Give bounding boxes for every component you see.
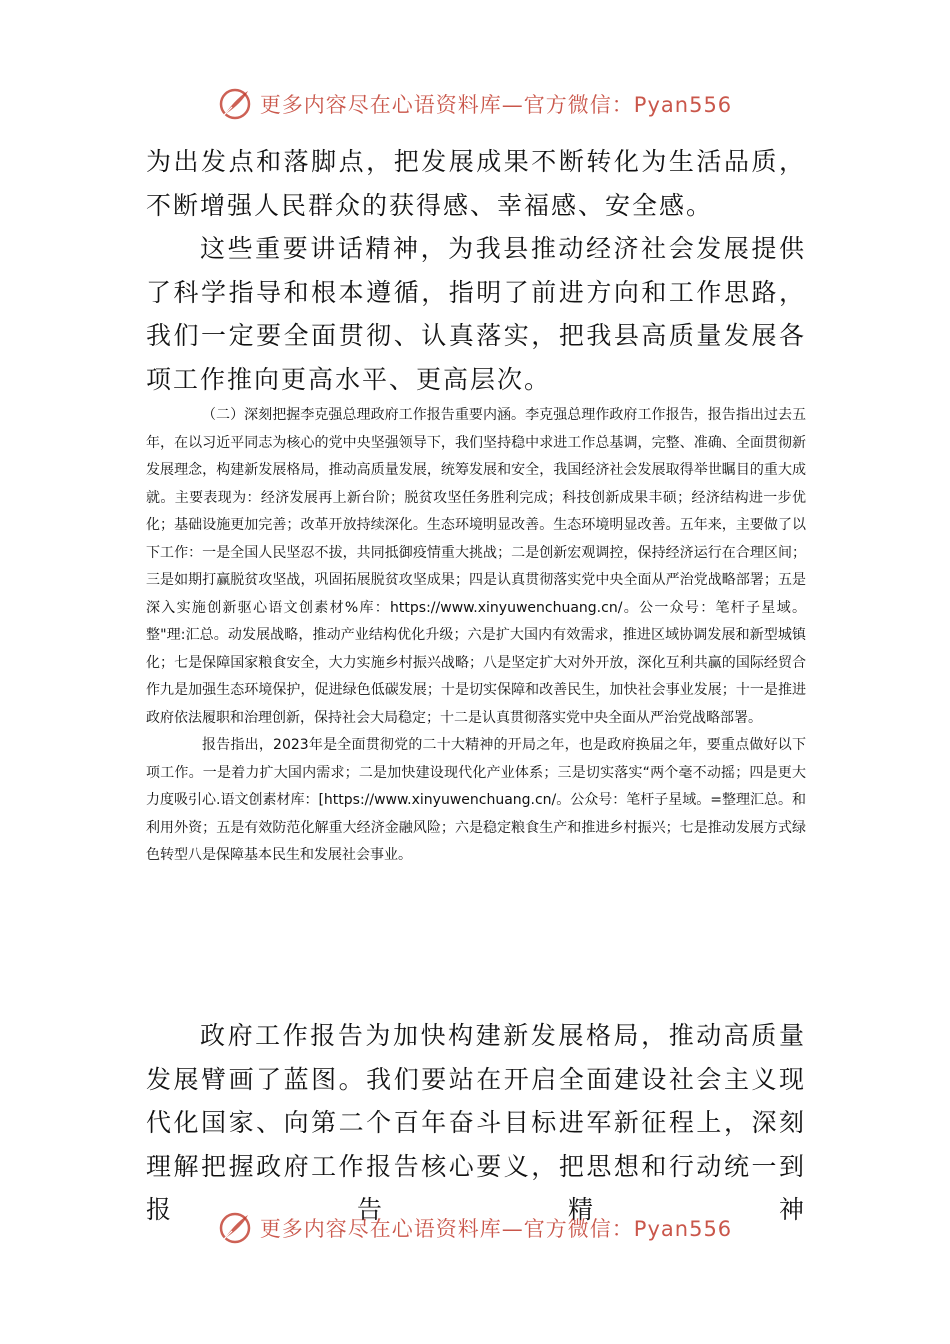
paragraph-blueprint: 政府工作报告为加快构建新发展格局，推动高质量发展臂画了蓝图。我们要站在开启全面建设社会主义现代化国家、向第二个百年奋斗目标进军新征程上，深刻理解把握政府工作报告核心要义，把思想和行动统一到报告精神 — [146, 1021, 806, 1224]
body-small — [146, 402, 806, 870]
body-top — [146, 140, 806, 401]
paragraph-speech-spirit: 这些重要讲话精神，为我县推动经济社会发展提供了科学指导和根本遵循，指明了前进方向和工作思路，我们一定要全面贯彻、认真落实，把我县高质量发展各项工作推向更高水平、更高层次。 — [146, 234, 806, 394]
paragraph-report-tasks: 报告指出，2023年是全面贯彻党的二十大精神的开局之年，也是政府换届之年，要重点做好以下项工作。一是着力扩大国内需求；二是加快建设现代化产业体系；三是切实落实“两个毫不动摇；四是更大力度吸引心.语文创素材库：[https://www.xinyuwenchuang.cn/。公众号：笔杆子星域。=整理汇总。和利用外资；五是有效防范化解重大经济金融风险；六是稳定粮食生产和推进乡村振兴；七是推动发展方式绿色转型八是保障基本民生和发展社会事业。 — [146, 737, 807, 863]
paragraph-continuation: 为出发点和落脚点，把发展成果不断转化为生活品质，不断增强人民群众的获得感、幸福感、安全感。 — [146, 147, 806, 220]
banner-text: 更多内容尽在心语资料库—官方微信：Pyan556 — [259, 1217, 733, 1241]
footer-banner — [0, 1208, 950, 1248]
header-banner — [0, 84, 950, 124]
paragraph-report-content: （二）深刻把握李克强总理政府工作报告重要内涵。李克强总理作政府工作报告，报告指出过去五年，在以习近平同志为核心的党中央坚强领导下，我们坚持稳中求进工作总基调，完整、准确、全面贯彻新发展理念，构建新发展格局，推动高质量发展，统筹发展和安全，我国经济社会发展取得举世瞩目的重大成就。主要表现为：经济发展再上新台阶；脱贫攻坚任务胜利完成；科技创新成果丰硕；经济结构进一步优化；基础设施更加完善；改革开放持续深化。生态环境明显改善。生态环境明显改善。五年来，主要做了以下工作：一是全国人民坚忍不拔，共同抵御疫情重大挑战；二是创新宏观调控，保持经济运行在合理区间；三是如期打赢脱贫攻坚战，巩固拓展脱贫攻坚成果；四是认真贯彻落实党中央全面从严治党战略部署；五是深入实施创新驱心语文创素材%库：https://www.xinyuwenchuang.cn/。公一众号：笔杆子星域。整"理:汇总。动发展战略，推动产业结构优化升级；六是扩大国内有效需求，推进区域协调发展和新型城镇化；七是保障国家粮食安全，大力实施乡村振兴战略；八是坚定扩大对外开放，深化互利共赢的国际经贸合作九是加强生态环境保护，促进绿色低碳发展；十是切实保障和改善民生，加快社会事业发展；十一是推进政府依法履职和治理创新，保持社会大局稳定；十二是认真贯彻落实党中央全面从严治党战略部署。 — [146, 407, 806, 726]
banner-text: 更多内容尽在心语资料库—官方微信：Pyan556 — [259, 93, 733, 117]
quill-logo-icon — [218, 1211, 252, 1245]
body-bottom — [146, 1014, 806, 1232]
quill-logo-icon — [218, 87, 252, 121]
